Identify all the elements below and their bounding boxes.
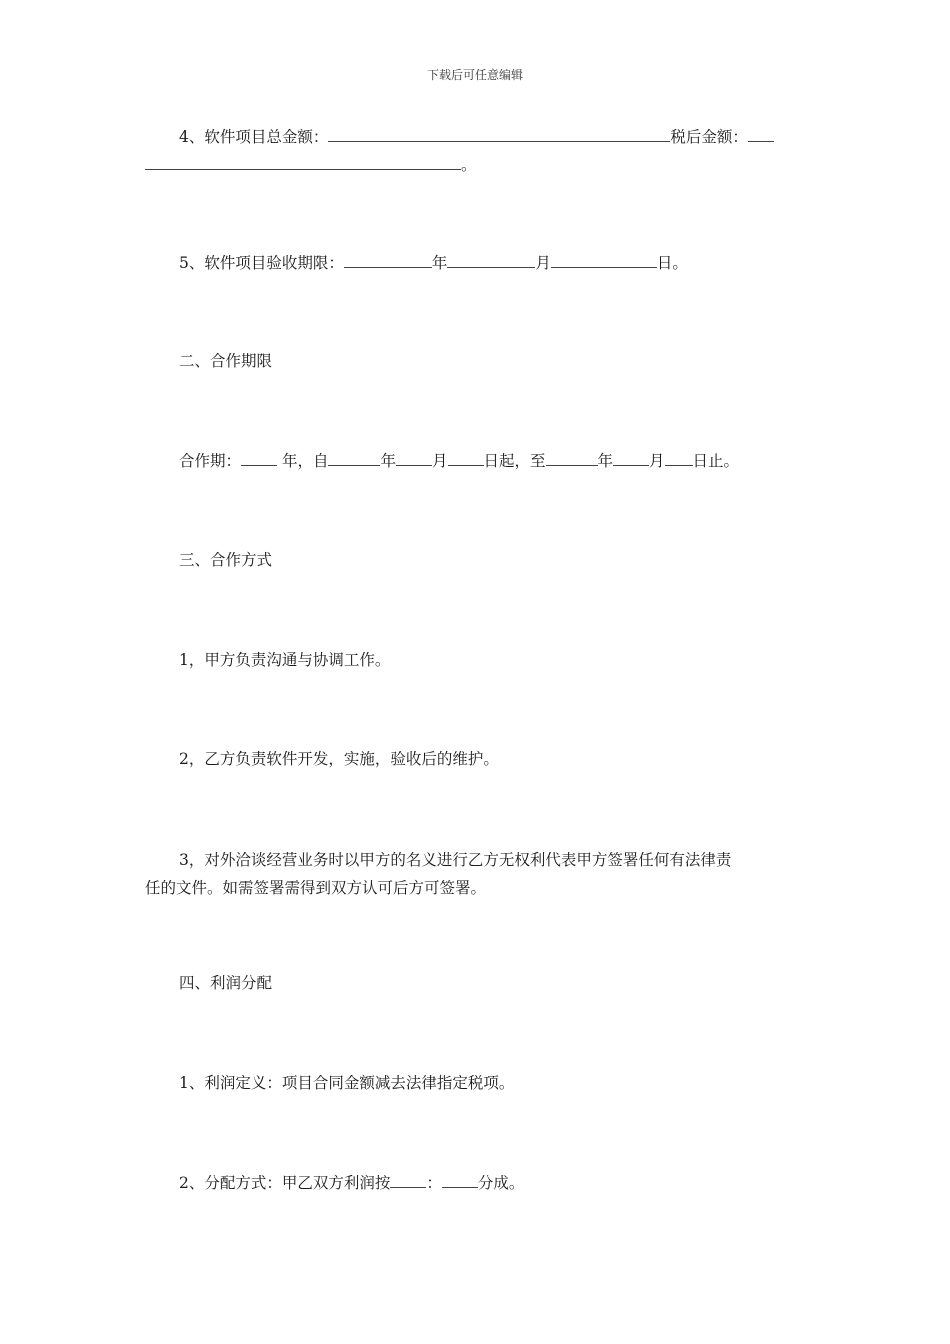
start-day-blank[interactable] bbox=[448, 447, 484, 466]
item-4-end: 。 bbox=[461, 156, 477, 174]
end-year-blank[interactable] bbox=[546, 447, 598, 466]
section-3-item-3 bbox=[145, 846, 805, 902]
section-3-item-3-line-2: 任的文件。如需签署需得到双方认可后方可签署。 bbox=[145, 879, 487, 897]
page-header: 下载后可任意编辑 bbox=[426, 68, 523, 82]
end-month-blank[interactable] bbox=[613, 447, 649, 466]
period-years-blank[interactable] bbox=[241, 447, 277, 466]
start-month-blank[interactable] bbox=[396, 447, 432, 466]
period-label: 合作期： bbox=[179, 452, 242, 470]
start-year-blank[interactable] bbox=[328, 447, 380, 466]
start-day-label: 日起，至 bbox=[483, 452, 546, 470]
end-month-label: 月 bbox=[649, 452, 665, 470]
section-4-item-2 bbox=[145, 1169, 839, 1197]
month-label: 月 bbox=[535, 254, 551, 272]
after-tax-blank-end[interactable] bbox=[145, 151, 461, 170]
party-b-share-blank[interactable] bbox=[442, 1169, 478, 1188]
item-4-line-1 bbox=[145, 123, 839, 151]
day-label: 日。 bbox=[656, 254, 688, 272]
acceptance-month-blank[interactable] bbox=[447, 249, 535, 268]
section-4-item-1: 1、利润定义：项目合同金额减去法律指定税项。 bbox=[179, 1074, 515, 1092]
after-tax-label: 税后金额： bbox=[670, 128, 748, 146]
end-year-label: 年 bbox=[597, 452, 614, 470]
after-tax-blank-start[interactable] bbox=[748, 123, 774, 142]
item-4-line-2 bbox=[145, 151, 805, 179]
cooperation-period-line bbox=[145, 447, 839, 475]
distribution-label: 2、分配方式：甲乙双方利润按 bbox=[179, 1174, 391, 1192]
section-4-title: 四、利润分配 bbox=[179, 974, 273, 992]
party-a-share-blank[interactable] bbox=[390, 1169, 426, 1188]
acceptance-year-blank[interactable] bbox=[344, 249, 432, 268]
ratio-colon: ： bbox=[426, 1174, 442, 1192]
section-3-title: 三、合作方式 bbox=[179, 551, 273, 569]
section-2-title: 二、合作期限 bbox=[179, 352, 273, 370]
item-4-label: 4、软件项目总金额： bbox=[179, 128, 329, 146]
year-label: 年 bbox=[431, 254, 448, 272]
section-3-item-3-line-1: 3，对外洽谈经营业务时以甲方的名义进行乙方无权利代表甲方签署任何有法律责 bbox=[179, 851, 732, 869]
item-5-line bbox=[145, 249, 839, 277]
start-year-label: 年 bbox=[380, 452, 396, 470]
item-5-label: 5、软件项目验收期限： bbox=[179, 254, 344, 272]
section-3-item-1: 1，甲方负责沟通与协调工作。 bbox=[179, 651, 391, 669]
year-from-label: 年，自 bbox=[281, 452, 329, 470]
end-day-blank[interactable] bbox=[665, 447, 693, 466]
acceptance-day-blank[interactable] bbox=[551, 249, 657, 268]
end-day-label: 日止。 bbox=[692, 452, 740, 470]
distribution-end: 分成。 bbox=[477, 1174, 525, 1192]
total-amount-blank[interactable] bbox=[328, 123, 670, 142]
start-month-label: 月 bbox=[431, 452, 448, 470]
section-3-item-2: 2，乙方负责软件开发，实施，验收后的维护。 bbox=[179, 750, 499, 768]
